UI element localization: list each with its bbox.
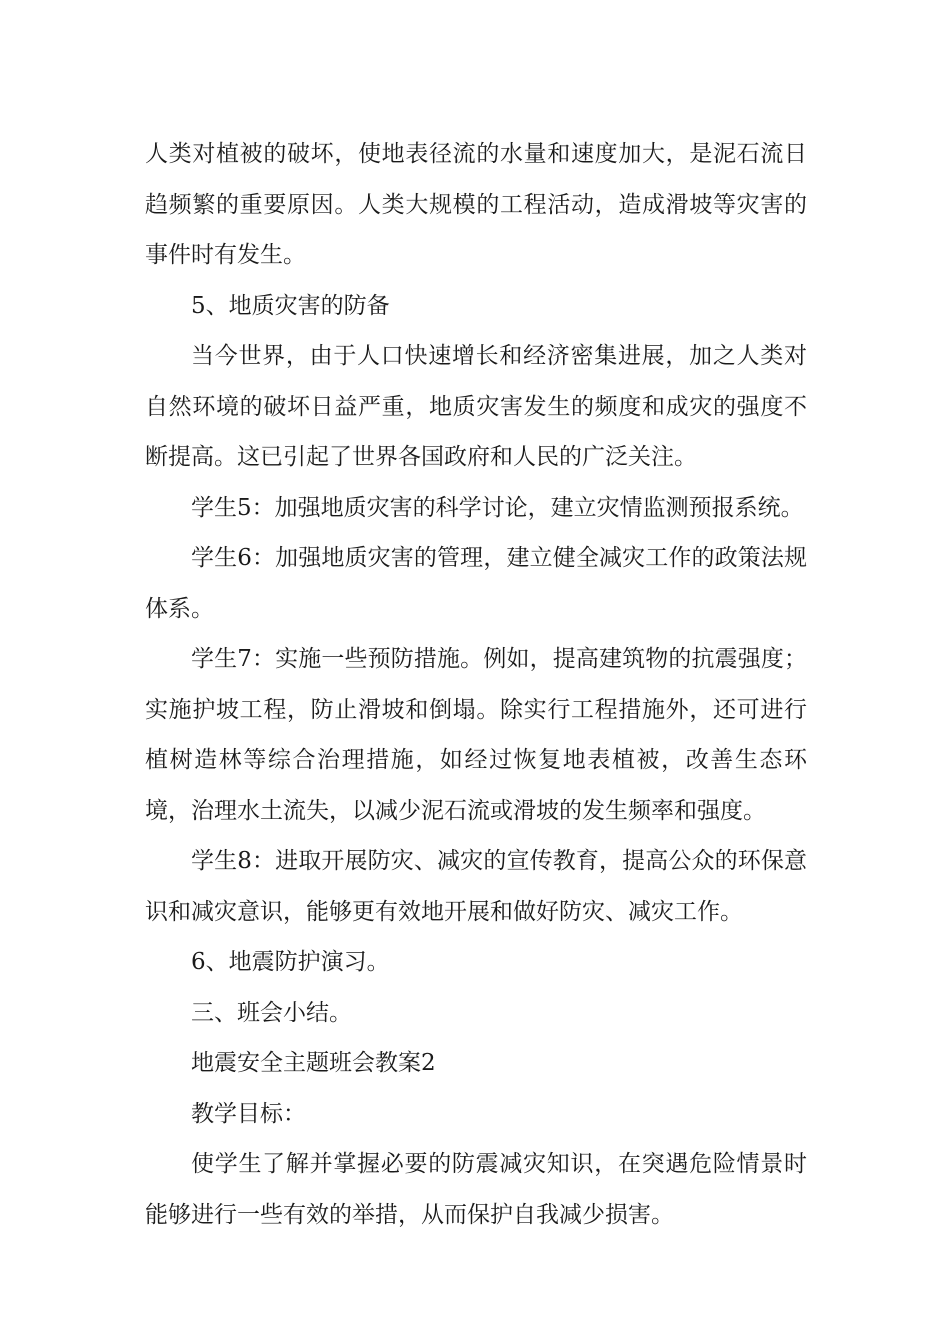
paragraph-student-8: 学生8：进取开展防灾、减灾的宣传教育，提高公众的环保意识和减灾意识，能够更有效地开展和做好防灾、减灾工作。 bbox=[145, 848, 807, 925]
heading-geologic-disaster-prevention: 5、地质灾害的防备 bbox=[191, 292, 390, 319]
paragraph-student-7: 学生7：实施一些预防措施。例如，提高建筑物的抗震强度；实施护坡工程，防止滑坡和倒塌。除实行工程措施外，还可进行植树造林等综合治理措施，如经过恢复地表植被，改善生态环境，治理水土流失，以减少泥石流或滑坡的发生频率和强度。 bbox=[145, 646, 807, 824]
heading-teaching-objectives: 教学目标： bbox=[191, 1100, 306, 1127]
document-body bbox=[145, 129, 807, 1240]
paragraph-student-5: 学生5：加强地质灾害的科学讨论，建立灾情监测预报系统。 bbox=[191, 494, 804, 521]
heading-earthquake-drill: 6、地震防护演习。 bbox=[191, 949, 390, 975]
paragraph-vegetation-damage: 人类对植被的破坏，使地表径流的水量和速度加大，是泥石流日趋频繁的重要原因。人类大规模的工程活动，造成滑坡等灾害的事件时有发生。 bbox=[145, 141, 807, 268]
heading-lesson-plan-2: 地震安全主题班会教案2 bbox=[191, 1050, 436, 1076]
paragraph-objectives-text: 使学生了解并掌握必要的防震减灾知识，在突遇危险情景时能够进行一些有效的举措，从而保护自我减少损害。 bbox=[145, 1151, 807, 1228]
paragraph-world-situation: 当今世界，由于人口快速增长和经济密集进展，加之人类对自然环境的破坏日益严重，地质灾害发生的频度和成灾的强度不断提高。这已引起了世界各国政府和人民的广泛关注。 bbox=[145, 343, 807, 470]
heading-class-summary: 三、班会小结。 bbox=[191, 999, 352, 1026]
paragraph-student-6: 学生6：加强地质灾害的管理，建立健全减灾工作的政策法规体系。 bbox=[145, 545, 807, 622]
